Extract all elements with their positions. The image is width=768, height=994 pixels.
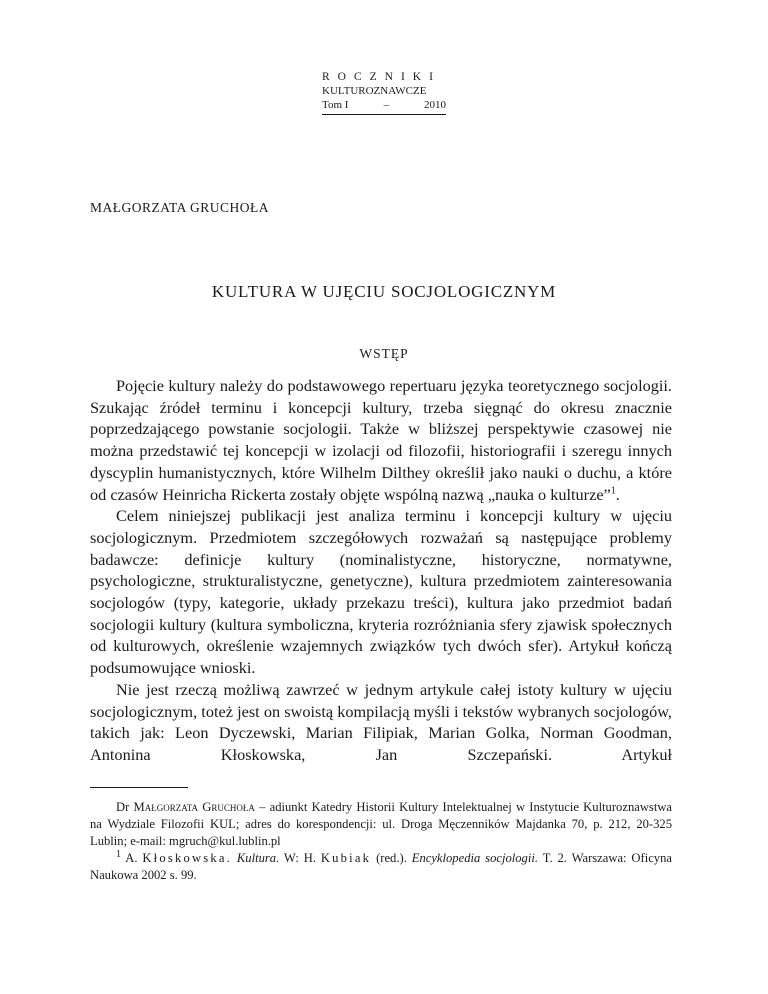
affiliation-prefix: Dr xyxy=(116,800,130,814)
footnote-title: Kultura. xyxy=(236,851,280,865)
article-body xyxy=(90,375,672,766)
name-initial: M xyxy=(133,800,145,814)
journal-dash: – xyxy=(383,99,389,111)
affiliation-text: – adiunkt Katedry Historii Kultury Intelektualnej w Instytucie Kulturoznawstwa na Wydziale Filozofii KUL; adres do korespondencji: ul. Droga Męczenników Majdanka 70, p. 212, 20-325 Lublin; e-mail: mgruch@kul.lublin.pl xyxy=(90,800,673,848)
paragraph-end: . xyxy=(615,484,620,504)
footnote-editor: Kubiak xyxy=(320,851,372,865)
paragraph-text: Pojęcie kultury należy do podstawowego repertuaru języka teoretycznego socjologii. Szukając źródeł terminu i koncepcji kultury, trzeba sięgnąć do okresu znacznie poprzedzającego powstanie socjologii. Także w bliższej perspektywie czasowej nie można przedstawić tej koncepcji w izolacji od filozofii, historiografii i szeregu innych dyscyplin humanistycznych, które Wilhelm Dilthey określił jako nauki o duchu, a które od czasów Heinricha Rickerta zostały objęte wspólną nazwą „nauka o kulturze” xyxy=(90,376,672,504)
footnote-in: W: H. xyxy=(283,851,316,865)
author-affiliation-note xyxy=(90,799,672,850)
journal-masthead xyxy=(322,70,446,115)
journal-name: KULTUROZNAWCZE xyxy=(322,85,427,97)
affiliation-name xyxy=(134,800,255,814)
surname-rest: ruchoła xyxy=(211,800,255,814)
body-paragraph xyxy=(90,375,672,505)
footnote-initial: A. xyxy=(125,851,138,865)
footnote-publication: T. 2. Warszawa: Oficyna Naukowa 2002 s. 99. xyxy=(90,851,672,882)
footnote-1 xyxy=(90,850,672,884)
journal-volume-row xyxy=(322,98,446,115)
footnote-work: Encyklopedia socjologii. xyxy=(411,851,539,865)
surname-initial: G xyxy=(202,800,212,814)
body-paragraph: Nie jest rzeczą możliwą zawrzeć w jednym artykule całej istoty kultury w ujęciu socjologicznym, toteż jest on swoistą kompilacją myśli i tekstów wybranych socjologów, takich jak: Leon Dyczewski, Marian Filipiak, Marian Golka, Norman Goodman, Antonina Kłoskowska, Jan Szczepański. Artykuł xyxy=(90,679,672,764)
footnotes xyxy=(90,799,672,884)
article-author: MAŁGORZATA GRUCHOŁA xyxy=(90,200,270,215)
journal-year: 2010 xyxy=(423,99,446,111)
journal-series: ROCZNIKI xyxy=(322,71,441,83)
footnote-editor-role: (red.). xyxy=(376,851,407,865)
footnote-separator xyxy=(90,787,188,788)
name-rest: ałgorzata xyxy=(144,800,199,814)
body-paragraph: Celem niniejszej publikacji jest analiza terminu i koncepcji kultury w ujęciu socjologicznym. Przedmiotem szczegółowych rozważań są następujące problemy badawcze: definicje kultury (nominalistyczne, historyczne, normatywne, psychologiczne, strukturalistyczne, genetyczne), kultura przedmiotem zainteresowania socjologów (typy, kategorie, układy przekazu treści), kultura jako przedmiot badań socjologii kultury (kultura symboliczna, kryteria rozróżniania sfery zjawisk społecznych od kulturowych, określenie wzajemnych związków tych dwóch sfer). Artykuł kończą podsumowujące wnioski. xyxy=(90,506,672,678)
footnote-ref[interactable]: 1 xyxy=(610,485,616,497)
article-title: KULTURA W UJĘCIU SOCJOLOGICZNYM xyxy=(211,282,557,301)
footnote-author: Kłoskowska. xyxy=(142,851,232,865)
footnote-number: 1 xyxy=(116,848,121,860)
section-heading: WSTĘP xyxy=(359,346,409,361)
journal-volume: Tom I xyxy=(322,99,349,111)
